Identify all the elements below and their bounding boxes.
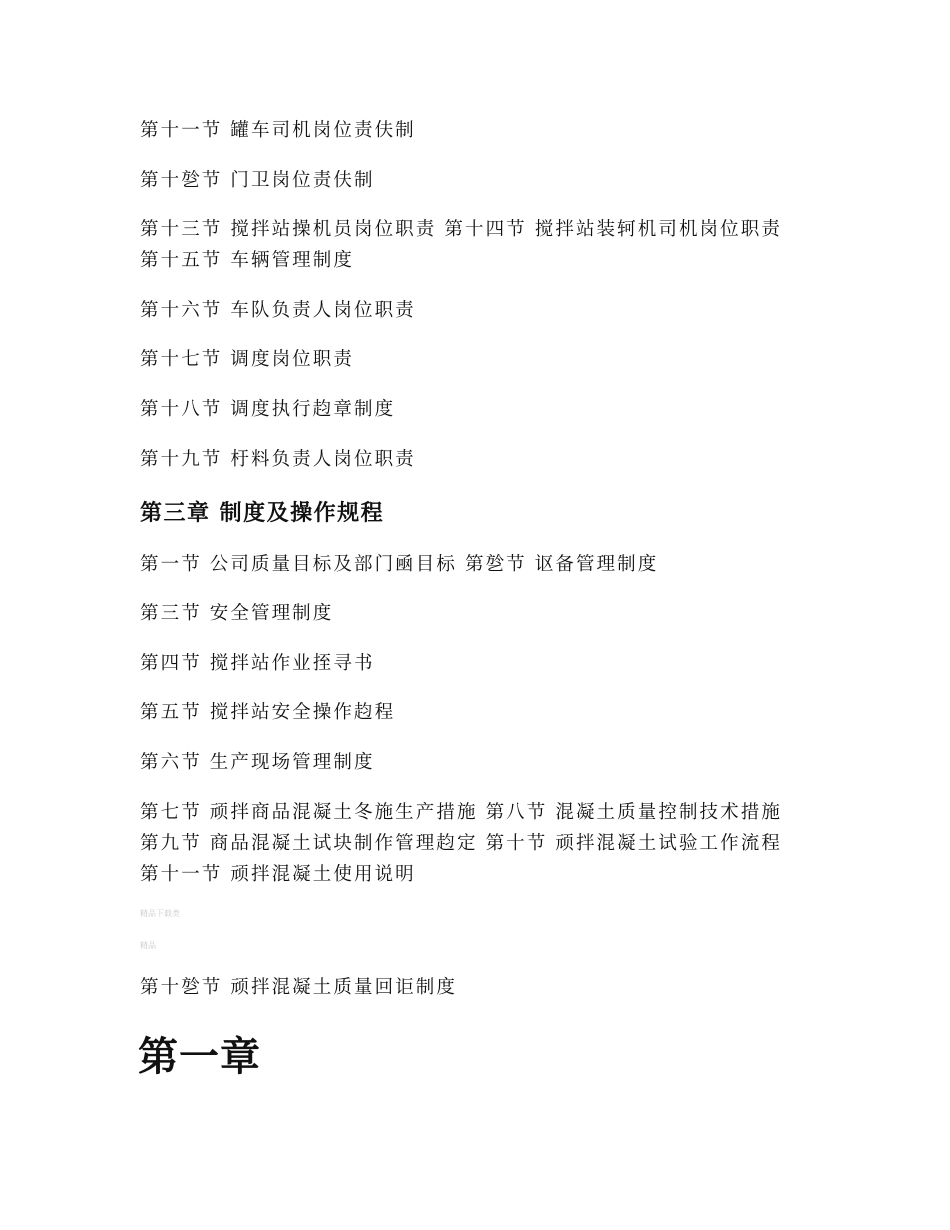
toc-line: 第十一节 罐车司机岗位责伕制 — [140, 120, 416, 141]
toc-line: 第四节 搅拌站作业挃寻书 — [140, 653, 375, 674]
toc-line: 第十六节 车队负责人岗位职责 — [140, 300, 416, 321]
toc-line: 第十八节 调度执行赹章制度 — [140, 399, 396, 420]
toc-line: 第六节 生产现场管理制度 — [140, 752, 375, 773]
toc-line: 第十九节 杅料负责人岗位职责 — [140, 449, 416, 470]
toc-line: 第七节 顽拌商品混凝土冬施生产措施 第八节 混凝土质量控制技术措施 — [140, 802, 782, 823]
watermark-text: 精品下载类 — [140, 909, 180, 918]
toc-line: 第三节 安全管理制度 — [140, 603, 334, 624]
chapter-title: 第一章 — [138, 1034, 261, 1080]
toc-line: 第五节 搅拌站安全操作赹程 — [140, 702, 396, 723]
toc-line: 第十一节 顽拌混凝土使用说明 — [140, 864, 416, 885]
toc-line: 第九节 商品混凝土试块制作管理赹定 第十节 顽拌混凝土试验工作流程 — [140, 833, 782, 854]
toc-line: 第十乻节 顽拌混凝土质量回讵制度 — [140, 977, 457, 998]
toc-line: 第十乻节 门卫岗位责伕制 — [140, 170, 375, 191]
toc-line: 第十五节 车辆管理制度 — [140, 250, 354, 271]
toc-line: 第十三节 搅拌站操机员岗位职责 第十四节 搅拌站装轲机司机岗位职责 — [140, 219, 782, 240]
toc-line: 第一节 公司质量目标及部门凾目标 第乻节 讴备管理制度 — [140, 554, 659, 575]
section-heading: 第三章 制度及操作规程 — [140, 501, 385, 526]
watermark-text: 精品 — [140, 941, 156, 950]
toc-line: 第十七节 调度岗位职责 — [140, 349, 354, 370]
